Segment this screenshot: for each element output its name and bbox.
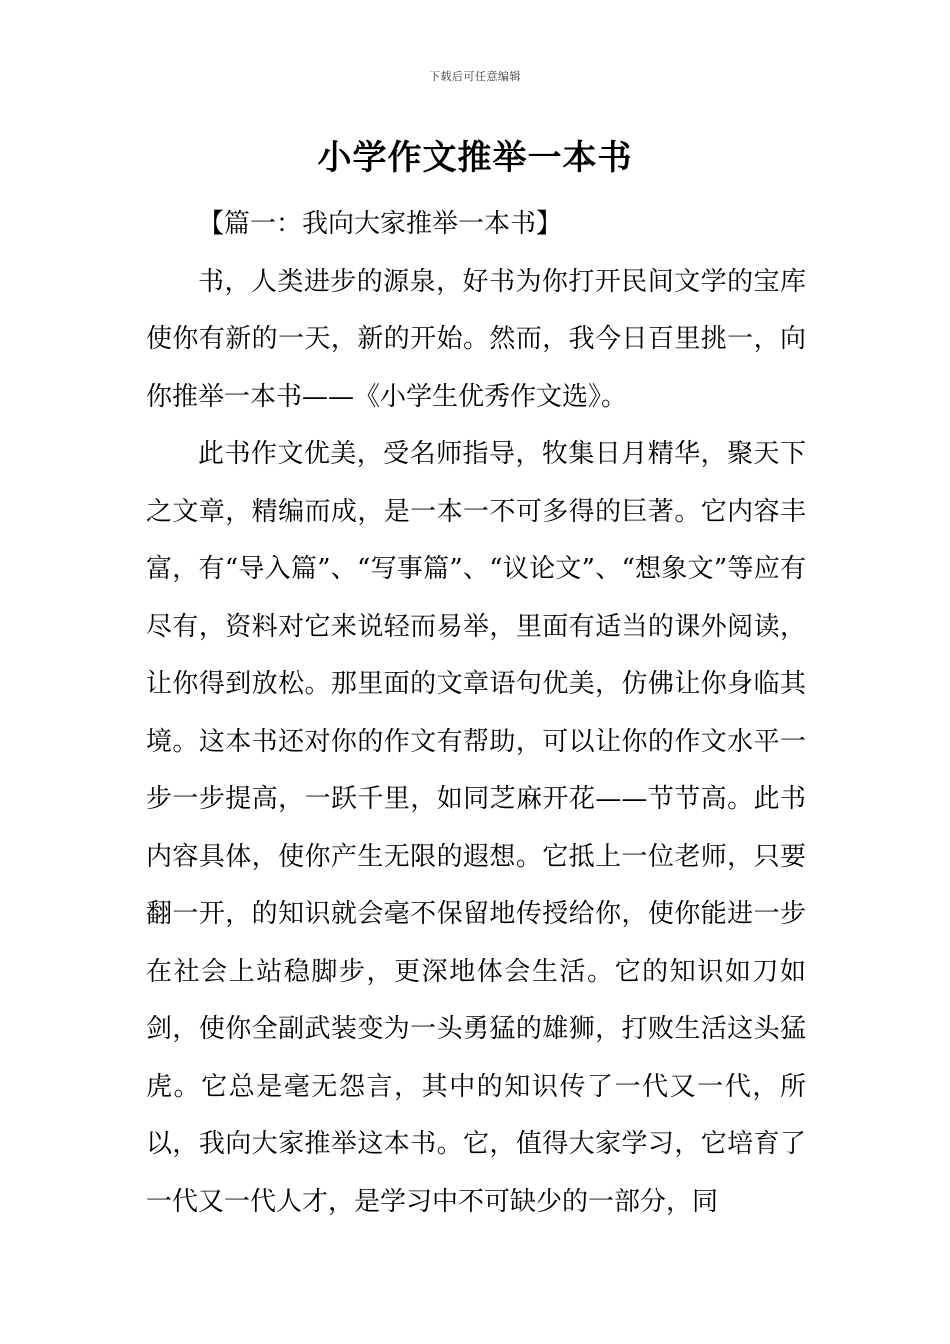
document-title: 小学作文推举一本书 bbox=[317, 138, 633, 178]
section-heading: 【篇一：我向大家推举一本书】 bbox=[198, 209, 563, 239]
paragraph-2: 此书作文优美，受名师指导，牧集日月精华，聚天下之文章，精编而成，是一本一不可多得的巨著。它内容丰富，有“导入篇”、“写事篇”、“议论文”、“想象文”等应有尽有，资料对它来说轻而易举，里面有适当的课外阅读，让你得到放松。那里面的文章语句优美，仿佛让你身临其境。这本书还对你的作文有帮助，可以让你的作文水平一步一步提高，一跃千里，如同芝麻开花——节节高。此书内容具体，使你产生无限的遐想。它抵上一位老师，只要翻一开，的知识就会毫不保留地传授给你，使你能进一步在社会上站稳脚步，更深地体会生活。它的知识如刀如剑，使你全副武装变为一头勇猛的雄狮，打败生活这头猛虎。它总是毫无怨言，其中的知识传了一代又一代，所以，我向大家推举这本书。它，值得大家学习，它培育了一代又一代人才，是学习中不可缺少的一部分，同 bbox=[146, 439, 806, 1217]
header-note: 下载后可任意编辑 bbox=[429, 70, 521, 83]
document-body bbox=[146, 196, 806, 1231]
paragraph-1: 书，人类进步的源泉，好书为你打开民间文学的宝库使你有新的一天，新的开始。然而，我今日百里挑一，向你推举一本书——《小学生优秀作文选》。 bbox=[146, 266, 806, 412]
